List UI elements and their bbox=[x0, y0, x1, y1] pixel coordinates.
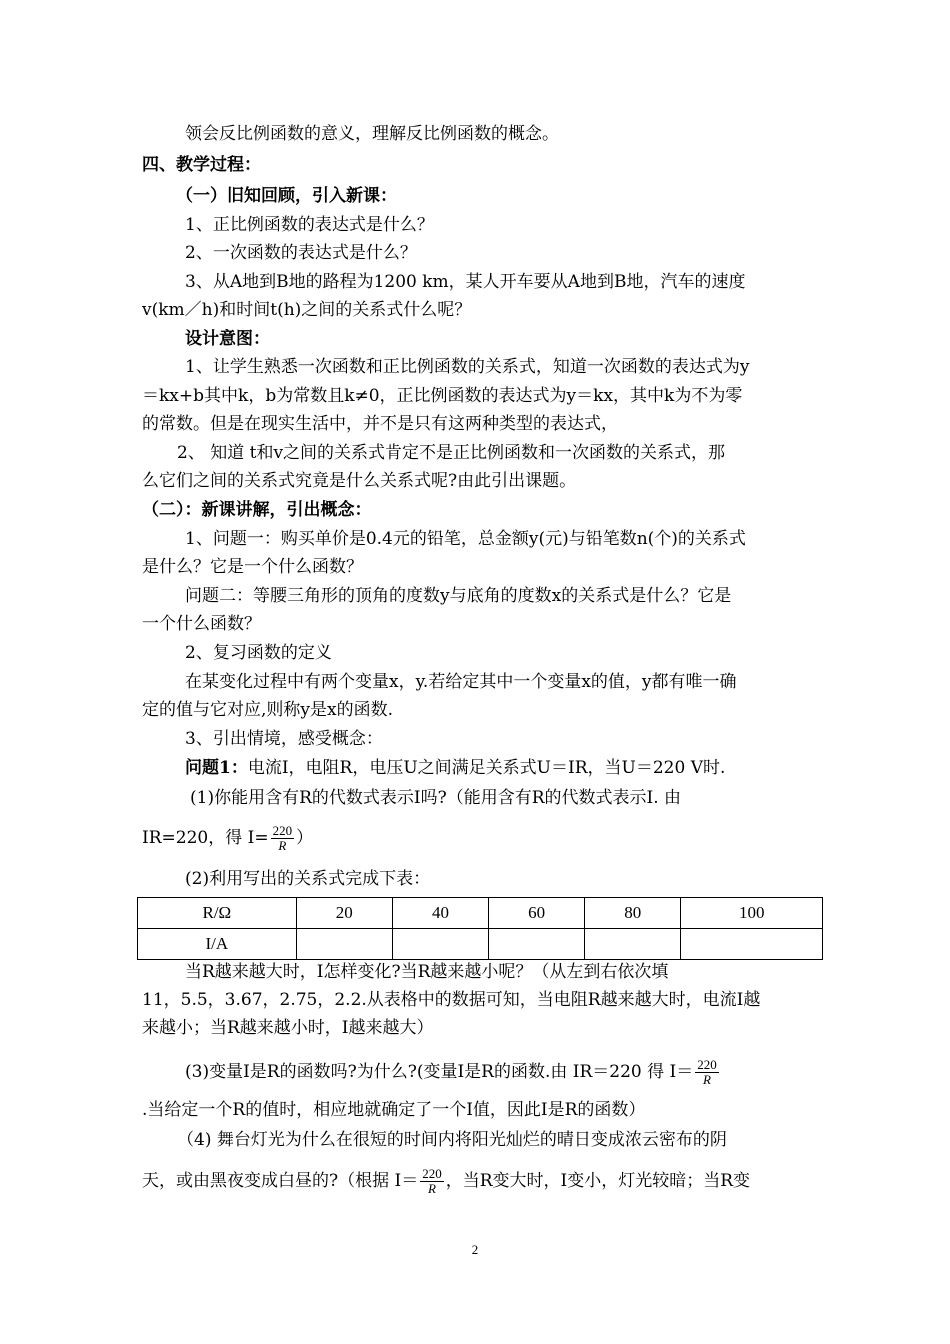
table-header-cell: R/Ω bbox=[138, 898, 297, 929]
paragraph-line bbox=[185, 756, 725, 780]
formula-text: (3)变量I是R的函数吗?为什么?(变量I是R的函数.由 IR＝220 得 I＝ bbox=[185, 1062, 694, 1082]
paragraph-line: 的常数。但是在现实生活中，并不是只有这两种类型的表达式， bbox=[142, 414, 618, 434]
table-cell: 80 bbox=[585, 898, 681, 929]
paragraph-line: （4) 舞台灯光为什么在很短的时间内将阳光灿烂的晴日变成浓云密布的阴 bbox=[177, 1130, 727, 1150]
paragraph-line: 在某变化过程中有两个变量x，y.若给定其中一个变量x的值，y都有唯一确 bbox=[185, 672, 737, 692]
table-cell bbox=[296, 929, 392, 960]
table-row bbox=[138, 929, 823, 960]
fraction bbox=[271, 824, 295, 853]
paragraph-line bbox=[142, 1167, 750, 1196]
paragraph-line bbox=[142, 824, 313, 853]
question-text: 电流I，电阻R，电压U之间满足关系式U＝IR，当U＝220 V时. bbox=[247, 758, 726, 778]
subsection-heading: （二）：新课讲解，引出概念： bbox=[142, 500, 372, 520]
table-cell: 20 bbox=[296, 898, 392, 929]
formula-prefix: IR=220，得 I= bbox=[142, 828, 269, 848]
section-heading: 四、教学过程： bbox=[142, 155, 261, 175]
design-intent-heading: 设计意图： bbox=[185, 329, 270, 349]
fraction-numerator: 220 bbox=[697, 1057, 717, 1072]
paragraph-line: 当R越来越大时，I怎样变化?当R越来越小呢？（从左到右依次填 bbox=[185, 962, 669, 982]
fraction-numerator: 220 bbox=[272, 823, 293, 838]
paragraph-line: 1、正比例函数的表达式是什么？ bbox=[185, 215, 434, 235]
table-row bbox=[138, 898, 823, 929]
table-cell: 100 bbox=[681, 898, 823, 929]
fraction-denominator: R bbox=[703, 1072, 711, 1087]
paragraph-line: 3、引出情境，感受概念： bbox=[185, 729, 383, 749]
page-number: 2 bbox=[471, 1242, 479, 1257]
paragraph-line: 1、让学生熟悉一次函数和正比例函数的关系式，知道一次函数的表达式为y bbox=[185, 357, 750, 377]
formula-suffix: ，当R变大时，I变小，灯光较暗；当R变 bbox=[445, 1171, 751, 1191]
subsection-heading: （一）旧知回顾，引入新课： bbox=[176, 186, 397, 206]
fraction bbox=[420, 1167, 444, 1196]
table-header-cell: I/A bbox=[138, 929, 297, 960]
paragraph-line: 是什么？它是一个什么函数？ bbox=[142, 557, 363, 577]
paragraph-line: ＝kx+b其中k，b为常数且k≠0，正比例函数的表达式为y＝kx，其中k为不为零 bbox=[142, 386, 743, 406]
question-label: 问题1： bbox=[185, 758, 248, 778]
paragraph-line: v(km／h)和时间t(h)之间的关系式什么呢？ bbox=[142, 300, 472, 320]
formula-suffix: ） bbox=[296, 828, 314, 848]
table-cell bbox=[585, 929, 681, 960]
paragraph-line: 一个什么函数？ bbox=[142, 614, 261, 634]
fraction-denominator: R bbox=[428, 1181, 436, 1196]
paragraph-line bbox=[185, 1058, 721, 1087]
paragraph-line: 来越小；当R越来越小时，I越来越大） bbox=[142, 1018, 434, 1038]
table-cell bbox=[392, 929, 488, 960]
formula-prefix: 天，或由黑夜变成白昼的?（根据 I＝ bbox=[142, 1171, 419, 1191]
paragraph-line: 2、 知道 t和v之间的关系式肯定不是正比例函数和一次函数的关系式，那 bbox=[177, 443, 726, 463]
paragraph-line: 3、从A地到B地的路程为1200 km，某人开车要从A地到B地，汽车的速度 bbox=[185, 272, 746, 292]
paragraph-line: (2)利用写出的关系式完成下表： bbox=[185, 869, 431, 889]
fraction-numerator: 220 bbox=[422, 1166, 442, 1181]
paragraph-line: 么它们之间的关系式究竟是什么关系式呢?由此引出课题。 bbox=[142, 471, 577, 491]
paragraph-line: 领会反比例函数的意义，理解反比例函数的概念。 bbox=[185, 124, 559, 144]
paragraph-line: 定的值与它对应,则称y是x的函数. bbox=[142, 700, 393, 720]
paragraph-line: (1)你能用含有R的代数式表示I吗?（能用含有R的代数式表示I. 由 bbox=[190, 788, 682, 808]
fraction bbox=[695, 1058, 719, 1087]
paragraph-line: .当给定一个R的值时，相应地就确定了一个I值，因此I是R的函数） bbox=[142, 1100, 646, 1120]
paragraph-line: 问题二：等腰三角形的顶角的度数y与底角的度数x的关系式是什么？它是 bbox=[185, 586, 732, 606]
fraction-denominator: R bbox=[278, 838, 287, 853]
paragraph-line: 11，5.5，3.67，2.75，2.2.从表格中的数据可知，当电阻R越来越大时，电流I越 bbox=[142, 990, 761, 1010]
table-cell: 40 bbox=[392, 898, 488, 929]
paragraph-line: 1、问题一：购买单价是0.4元的铅笔，总金额y(元)与铅笔数n(个)的关系式 bbox=[185, 529, 746, 549]
paragraph-line: 2、一次函数的表达式是什么？ bbox=[185, 243, 417, 263]
table-cell bbox=[681, 929, 823, 960]
data-table bbox=[137, 897, 823, 960]
table-cell bbox=[489, 929, 585, 960]
table-cell: 60 bbox=[489, 898, 585, 929]
paragraph-line: 2、复习函数的定义 bbox=[185, 643, 332, 663]
